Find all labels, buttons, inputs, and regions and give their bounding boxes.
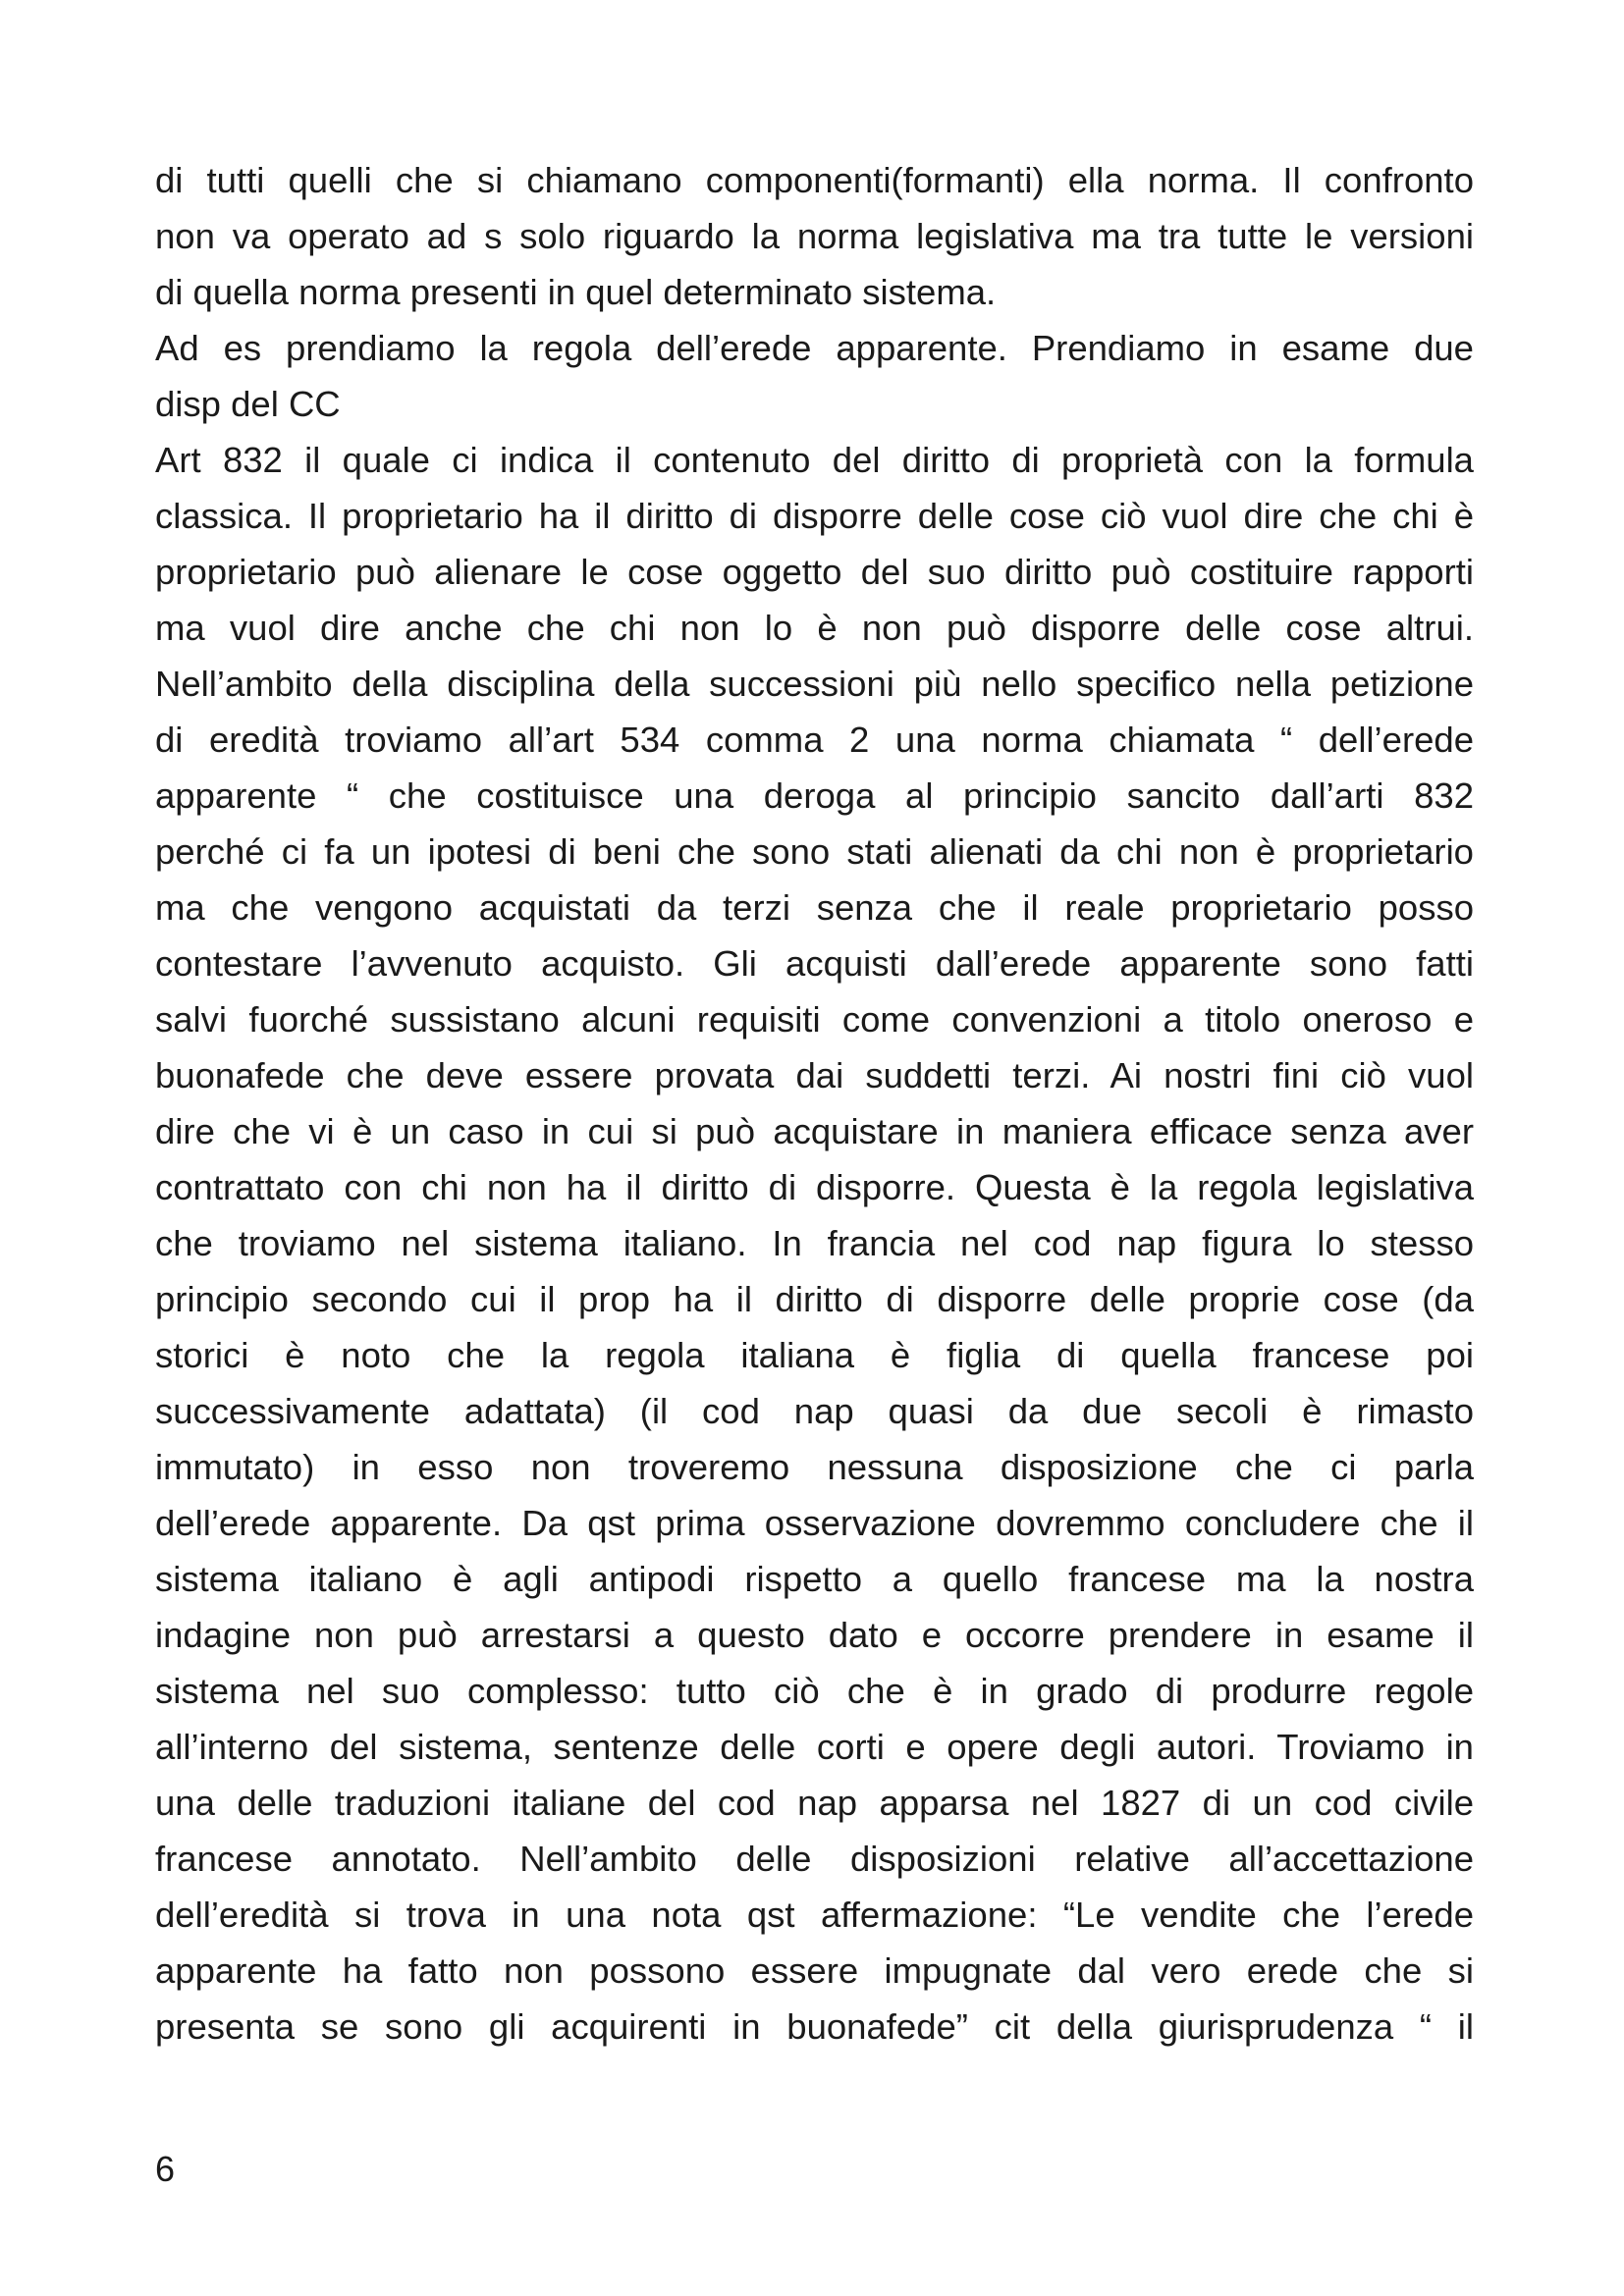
text-line: dell’erede apparente. Da qst prima osservazione dovremmo concludere che il <box>155 1503 1474 1543</box>
body-text <box>155 152 1474 2055</box>
text-line: ma vuol dire anche che chi non lo è non può disporre delle cose altrui. <box>155 608 1474 648</box>
text-line: perché ci fa un ipotesi di beni che sono stati alienati da chi non è proprietario <box>155 831 1474 872</box>
text-line: apparente ha fatto non possono essere impugnate dal vero erede che si <box>155 1950 1474 1991</box>
text-line: contestare l’avvenuto acquisto. Gli acquisti dall’erede apparente sono fatti <box>155 943 1474 984</box>
text-line: presenta se sono gli acquirenti in buonafede” cit della giurisprudenza “ il <box>155 2006 1474 2047</box>
text-line: storici è noto che la regola italiana è figlia di quella francese poi <box>155 1335 1474 1375</box>
text-line: classica. Il proprietario ha il diritto di disporre delle cose ciò vuol dire che chi è <box>155 496 1474 536</box>
text-line: immutato) in esso non troveremo nessuna disposizione che ci parla <box>155 1447 1474 1487</box>
text-line: francese annotato. Nell’ambito delle disposizioni relative all’accettazione <box>155 1839 1474 1879</box>
text-line: indagine non può arrestarsi a questo dato e occorre prendere in esame il <box>155 1615 1474 1655</box>
text-line: dire che vi è un caso in cui si può acquistare in maniera efficace senza aver <box>155 1111 1474 1151</box>
text-line: di quella norma presenti in quel determinato sistema. <box>155 272 997 312</box>
text-line: buonafede che deve essere provata dai suddetti terzi. Ai nostri fini ciò vuol <box>155 1055 1474 1095</box>
text-line: che troviamo nel sistema italiano. In francia nel cod nap figura lo stesso <box>155 1223 1474 1263</box>
text-line: una delle traduzioni italiane del cod nap apparsa nel 1827 di un cod civile <box>155 1783 1474 1823</box>
text-line: non va operato ad s solo riguardo la norma legislativa ma tra tutte le versioni <box>155 216 1474 256</box>
text-line: all’interno del sistema, sentenze delle corti e opere degli autori. Troviamo in <box>155 1727 1474 1767</box>
text-line: sistema italiano è agli antipodi rispetto a quello francese ma la nostra <box>155 1559 1474 1599</box>
text-line: ma che vengono acquistati da terzi senza che il reale proprietario posso <box>155 887 1474 928</box>
text-line: sistema nel suo complesso: tutto ciò che è in grado di produrre regole <box>155 1671 1474 1711</box>
text-line: di tutti quelli che si chiamano componenti(formanti) ella norma. Il confronto <box>155 160 1474 200</box>
text-line: successivamente adattata) (il cod nap quasi da due secoli è rimasto <box>155 1391 1474 1431</box>
text-line: contrattato con chi non ha il diritto di disporre. Questa è la regola legislativa <box>155 1167 1474 1207</box>
text-line: Art 832 il quale ci indica il contenuto del diritto di proprietà con la formula <box>155 440 1474 480</box>
text-line: salvi fuorché sussistano alcuni requisiti come convenzioni a titolo oneroso e <box>155 999 1474 1040</box>
text-line: disp del CC <box>155 384 341 424</box>
text-line: di eredità troviamo all’art 534 comma 2 una norma chiamata “ dell’erede <box>155 720 1474 760</box>
text-line: Nell’ambito della disciplina della successioni più nello specifico nella petizione <box>155 664 1474 704</box>
text-line: proprietario può alienare le cose oggetto del suo diritto può costituire rapporti <box>155 552 1474 592</box>
page-number: 6 <box>155 2149 176 2189</box>
text-line: apparente “ che costituisce una deroga al principio sancito dall’arti 832 <box>155 775 1474 816</box>
text-line: Ad es prendiamo la regola dell’erede apparente. Prendiamo in esame due <box>155 328 1474 368</box>
text-line: dell’eredità si trova in una nota qst affermazione: “Le vendite che l’erede <box>155 1895 1474 1935</box>
text-line: principio secondo cui il prop ha il diritto di disporre delle proprie cose (da <box>155 1279 1474 1319</box>
